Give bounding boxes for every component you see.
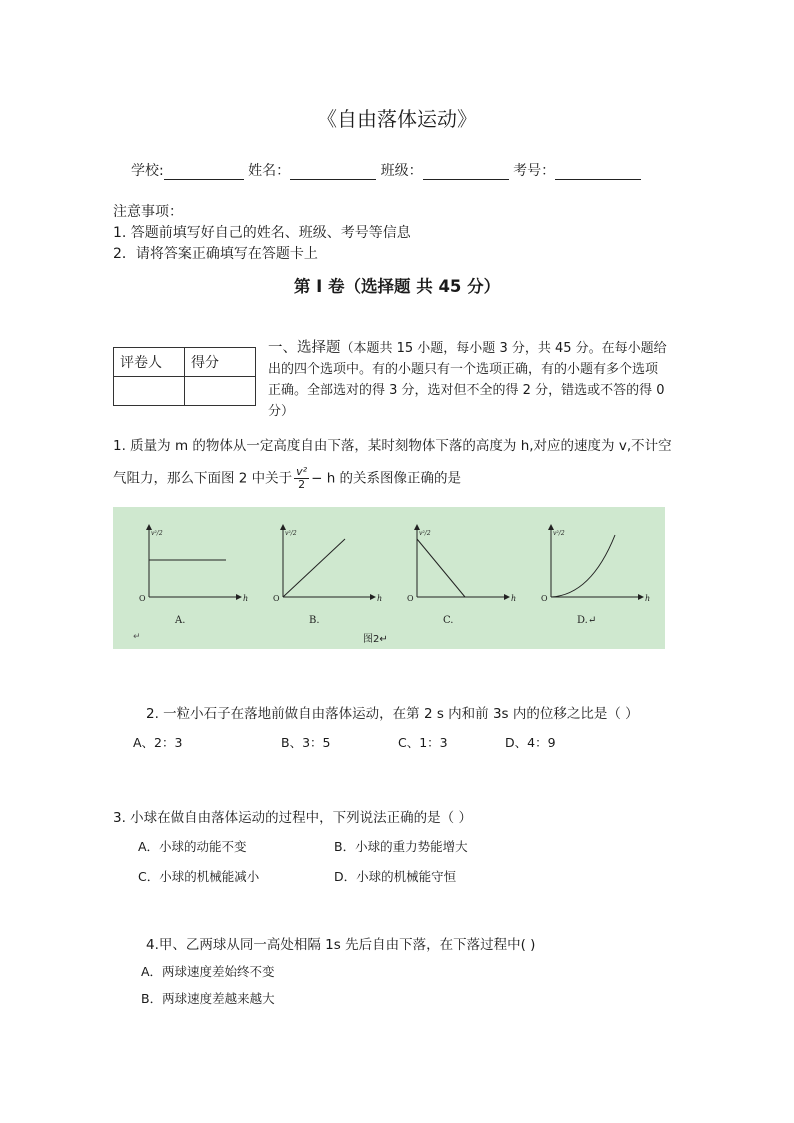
y-axis-label: v²/2 bbox=[151, 530, 163, 537]
q3-option-d[interactable]: D．小球的机械能守恒 bbox=[334, 869, 457, 884]
note-item-1: 1. 答题前填写好自己的姓名、班级、考号等信息 bbox=[113, 225, 411, 241]
graph-option-label: C. bbox=[443, 615, 454, 626]
part1-description: （本题共 15 小题，每小题 3 分，共 45 分。在每小题给出的四个选项中。有的小题只有一个选项正确，有的小题有多个选项正确。全部选对的得 3 分，选对但不全的得 2 分，错选或不答的得 0 分） bbox=[268, 341, 667, 419]
q2-option-c[interactable]: C、1：3 bbox=[398, 735, 448, 750]
score-cell[interactable] bbox=[185, 377, 256, 406]
y-axis-label: v²/2 bbox=[285, 530, 297, 537]
notes-heading: 注意事项： bbox=[113, 204, 183, 220]
q1-line2-post: − h 的关系图像正确的是 bbox=[311, 470, 462, 487]
graphs-svg bbox=[113, 507, 665, 649]
exam-no-label: 考号： bbox=[513, 163, 556, 179]
origin-label: O bbox=[139, 594, 146, 603]
school-blank[interactable] bbox=[164, 163, 244, 180]
y-axis-label: v²/2 bbox=[419, 530, 431, 537]
q1-line2 bbox=[113, 466, 461, 491]
graph-option-label: B. bbox=[309, 615, 320, 626]
graph-line bbox=[551, 535, 615, 597]
x-axis-label: h bbox=[377, 594, 383, 603]
q2-option-a[interactable]: A、2：3 bbox=[133, 735, 183, 750]
part1-heading: 一、选择题 bbox=[268, 340, 341, 356]
q3-option-a[interactable]: A．小球的动能不变 bbox=[138, 839, 247, 854]
page-title: 《自由落体运动》 bbox=[317, 107, 477, 131]
score-header: 得分 bbox=[185, 348, 256, 377]
v2-over-2-fraction bbox=[294, 466, 309, 491]
origin-label: O bbox=[407, 594, 414, 603]
x-axis-label: h bbox=[645, 594, 651, 603]
part1-instructions bbox=[268, 338, 668, 422]
return-mark: ↵ bbox=[133, 632, 141, 642]
q3-option-b[interactable]: B．小球的重力势能增大 bbox=[334, 839, 468, 854]
fraction-numerator: v² bbox=[296, 465, 308, 478]
note-item-2: 2．请将答案正确填写在答题卡上 bbox=[113, 246, 318, 262]
class-blank[interactable] bbox=[423, 163, 509, 180]
q2-stem: 2. 一粒小石子在落地前做自由落体运动，在第 2 s 内和前 3s 内的位移之比是（ ） bbox=[146, 706, 639, 722]
q2-option-d[interactable]: D、4：9 bbox=[505, 735, 556, 750]
info-line bbox=[131, 160, 641, 180]
section-title: 第 I 卷（选择题 共 45 分） bbox=[293, 277, 501, 296]
q1-line1: 1. 质量为 m 的物体从一定高度自由下落，某时刻物体下落的高度为 h,对应的速度为 v,不计空 bbox=[113, 438, 672, 454]
figure-caption: 图2↵ bbox=[363, 634, 388, 645]
q3-stem: 3. 小球在做自由落体运动的过程中，下列说法正确的是（ ） bbox=[113, 810, 472, 826]
grader-header: 评卷人 bbox=[114, 348, 185, 377]
name-label: 姓名： bbox=[248, 163, 291, 179]
class-label: 班级： bbox=[380, 163, 423, 179]
q2-option-b[interactable]: B、3：5 bbox=[281, 735, 331, 750]
origin-label: O bbox=[273, 594, 280, 603]
graph-line bbox=[417, 539, 465, 597]
q4-option-b[interactable]: B．两球速度差越来越大 bbox=[141, 991, 275, 1006]
graph-line bbox=[283, 539, 345, 597]
grader-cell[interactable] bbox=[114, 377, 185, 406]
q3-option-c[interactable]: C．小球的机械能减小 bbox=[138, 869, 260, 884]
fraction-denominator: 2 bbox=[298, 478, 306, 491]
score-table bbox=[113, 347, 256, 406]
y-axis-label: v²/2 bbox=[553, 530, 565, 537]
origin-label: O bbox=[541, 594, 548, 603]
q1-line2-pre: 气阻力，那么下面图 2 中关于 bbox=[113, 470, 293, 487]
x-axis-label: h bbox=[511, 594, 517, 603]
graph-option-label: D.↵ bbox=[577, 615, 597, 626]
school-label: 学校: bbox=[131, 163, 164, 179]
graph-option-label: A. bbox=[175, 615, 186, 626]
q4-option-a[interactable]: A．两球速度差始终不变 bbox=[141, 964, 275, 979]
q4-stem: 4.甲、乙两球从同一高处相隔 1s 先后自由下落，在下落过程中( ) bbox=[146, 937, 536, 953]
exam-no-blank[interactable] bbox=[555, 163, 641, 180]
name-blank[interactable] bbox=[290, 163, 376, 180]
figure-2 bbox=[113, 507, 665, 649]
x-axis-label: h bbox=[243, 594, 249, 603]
